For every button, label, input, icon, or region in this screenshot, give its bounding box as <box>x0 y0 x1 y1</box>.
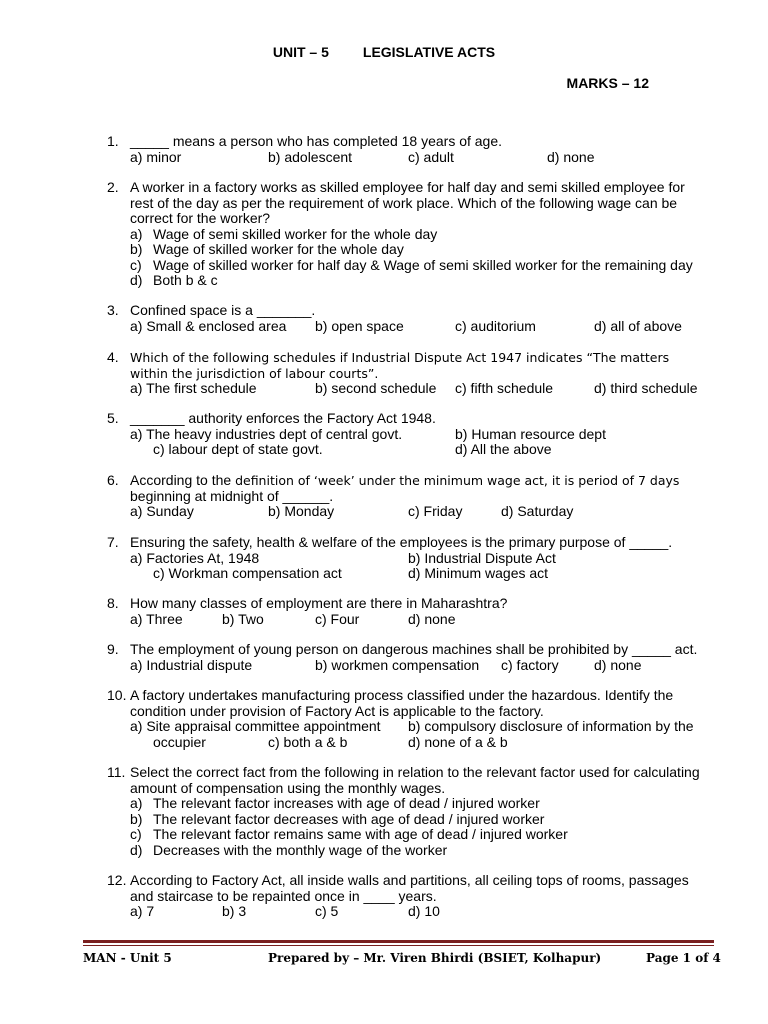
question-number: 4. <box>107 349 119 365</box>
option-d: d) all of above <box>594 317 682 334</box>
question-6 <box>0 473 768 520</box>
question-text-part: According to the <box>130 472 236 488</box>
footer-left: MAN - Unit 5 <box>83 951 172 965</box>
question-text: _______ authority enforces the Factory Act 1948. <box>130 410 436 426</box>
question-text: Ensuring the safety, health & welfare of the employees is the primary purpose of _____. <box>130 534 673 550</box>
footer-page-number: Page 1 of 4 <box>646 951 721 965</box>
option-a: Wage of semi skilled worker for the whole day <box>153 225 438 242</box>
question-10 <box>0 688 768 750</box>
question-number: 3. <box>107 302 119 318</box>
option-d: d) 10 <box>408 903 440 919</box>
option-a: The relevant factor increases with age of dead / injured worker <box>153 795 540 811</box>
option-label: c) <box>130 256 142 273</box>
question-text: Select the correct fact from the following in relation to the relevant factor used for calculating amount of compensation using the monthly wages. <box>130 764 700 796</box>
footer-rule-thick <box>83 940 714 943</box>
option-b: b) workmen compensation <box>315 656 480 673</box>
option-c: Wage of skilled worker for half day & Wage of semi skilled worker for the remaining day <box>153 256 693 273</box>
option-c: c) Workman compensation act <box>153 565 342 581</box>
question-1 <box>0 134 768 165</box>
option-a: a) Sunday <box>130 503 194 519</box>
option-c: c) fifth schedule <box>455 380 554 396</box>
question-number: 11. <box>107 764 126 780</box>
option-c: c) Four <box>315 610 360 627</box>
option-a: a) Three <box>130 610 183 627</box>
question-number: 7. <box>107 534 119 550</box>
question-number: 2. <box>107 179 119 195</box>
option-d: d) none of a & b <box>408 733 508 750</box>
option-b: b) open space <box>315 317 404 334</box>
question-text: The employment of young person on dangerous machines shall be prohibited by _____ act. <box>130 641 698 657</box>
option-c: c) labour dept of state govt. <box>153 441 323 457</box>
question-text-line2: beginning at midnight of ______. <box>130 487 334 504</box>
option-c: c) adult <box>408 148 454 165</box>
option-d: Both b & c <box>153 272 218 288</box>
option-b: b) adolescent <box>268 148 353 165</box>
question-9 <box>0 642 768 673</box>
question-text: Which of the following schedules if Industrial Dispute Act 1947 indicates “The matters within the jurisdiction of labour courts”. <box>130 350 670 381</box>
option-b: b) compulsory disclosure of information by the <box>408 718 694 734</box>
option-label: c) <box>130 826 142 842</box>
question-8 <box>0 596 768 627</box>
question-text: Confined space is a _______. <box>130 302 316 318</box>
option-d: d) none <box>547 148 595 165</box>
option-b: b) Monday <box>268 503 335 519</box>
question-number: 12. <box>107 872 127 888</box>
question-text: According to Factory Act, all inside walls and partitions, all ceiling tops of rooms, passages and staircase to be repainted once in ____ years. <box>130 872 689 904</box>
option-label: d) <box>130 272 143 288</box>
option-a: a) Factories At, 1948 <box>130 549 260 566</box>
document-title <box>0 45 768 61</box>
option-d: Decreases with the monthly wage of the worker <box>153 841 448 858</box>
question-4 <box>0 350 768 397</box>
option-label: a) <box>130 795 143 811</box>
question-12 <box>0 873 768 920</box>
option-label: d) <box>130 841 143 858</box>
question-number: 1. <box>107 133 119 149</box>
option-label: a) <box>130 225 143 242</box>
question-text-part: definition of ‘week’ under the minimum wage act, it is period of 7 days <box>235 473 680 488</box>
option-a: a) minor <box>130 148 182 165</box>
question-number: 5. <box>107 410 119 426</box>
option-c: c) both a & b <box>268 733 348 750</box>
option-d: d) Minimum wages act <box>408 565 549 581</box>
unit-title: LEGISLATIVE ACTS <box>362 44 496 60</box>
option-d: d) All the above <box>455 441 552 457</box>
question-text <box>130 473 720 489</box>
option-a: a) Small & enclosed area <box>130 317 287 334</box>
option-a: a) Site appraisal committee appointment <box>130 718 381 734</box>
question-number: 6. <box>107 472 119 488</box>
option-a: a) 7 <box>130 903 155 919</box>
question-number: 8. <box>107 595 119 611</box>
footer-rule-thin <box>83 945 714 946</box>
option-d: d) third schedule <box>594 380 698 396</box>
option-b-continued: occupier <box>153 733 206 750</box>
option-b: b) second schedule <box>315 380 437 396</box>
option-c: c) 5 <box>315 903 339 919</box>
question-text: _____ means a person who has completed 18 years of age. <box>130 133 503 149</box>
option-a: a) The first schedule <box>130 380 257 396</box>
option-c: The relevant factor remains same with age of dead / injured worker <box>153 826 568 842</box>
question-7 <box>0 535 768 582</box>
option-d: d) none <box>408 610 456 627</box>
question-11 <box>0 765 768 858</box>
option-b: Wage of skilled worker for the whole day <box>153 241 404 257</box>
question-2 <box>0 180 768 289</box>
option-c: c) factory <box>501 656 559 673</box>
question-number: 9. <box>107 641 119 657</box>
option-label: b) <box>130 241 143 257</box>
question-5 <box>0 411 768 458</box>
option-b: b) 3 <box>222 903 247 919</box>
question-text: A worker in a factory works as skilled employee for half day and semi skilled employee for rest of the day as per the requirement of work place. Which of the following wage can be correct for the worker? <box>130 179 685 226</box>
option-b: The relevant factor decreases with age of dead / injured worker <box>153 810 545 827</box>
option-b: b) Human resource dept <box>455 425 606 442</box>
question-3 <box>0 303 768 334</box>
option-d: d) Saturday <box>501 503 574 519</box>
option-a: a) Industrial dispute <box>130 656 253 673</box>
option-a: a) The heavy industries dept of central govt. <box>130 425 403 442</box>
footer-center: Prepared by – Mr. Viren Bhirdi (BSIET, Kolhapur) <box>268 951 602 965</box>
option-d: d) none <box>594 656 642 673</box>
option-c: c) Friday <box>408 503 463 519</box>
question-number: 10. <box>107 687 127 703</box>
question-text: A factory undertakes manufacturing process classified under the hazardous. Identify the condition under provision of Factory Act is applicable to the factory. <box>130 687 674 719</box>
marks-label: MARKS – 12 <box>566 75 649 91</box>
option-label: b) <box>130 810 143 827</box>
option-b: b) Two <box>222 610 264 627</box>
question-text: How many classes of employment are there in Maharashtra? <box>130 595 508 611</box>
option-c: c) auditorium <box>455 317 536 334</box>
unit-number: UNIT – 5 <box>272 44 329 60</box>
option-b: b) Industrial Dispute Act <box>408 549 556 566</box>
